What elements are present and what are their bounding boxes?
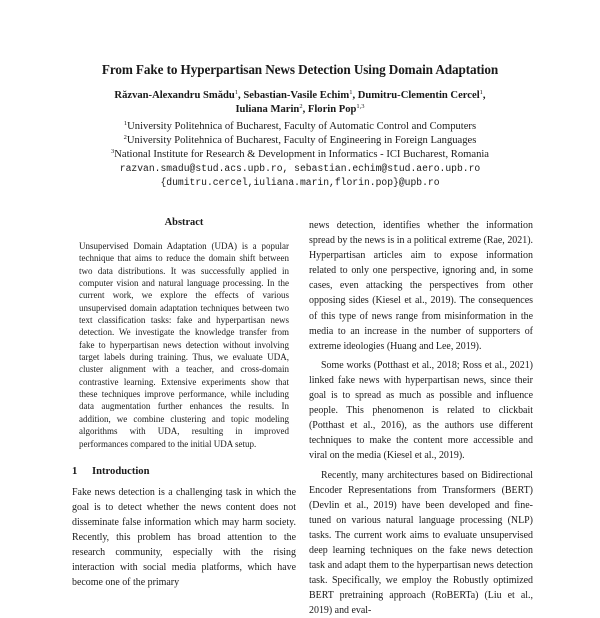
body-paragraph: Recently, many architectures based on Bidirectional Encoder Representations from Transformers (BERT) (Devlin et al., 2019) have been developed and fine-tuned on various natural language processing (NLP) tasks. The current work aims to evaluate unsupervised deep learning techniques on the fake news detection task and adapt them to the hyperpartisan news detection task. Specifically, we employ the Robustly optimized BERT pretraining approach (RoBERTa) (Liu et al., 2019) and eval-: [309, 468, 533, 618]
affiliation: [40, 134, 560, 148]
paper-title: From Fake to Hyperpartisan News Detection Using Domain Adaptation: [40, 62, 560, 78]
author-separator: ,: [483, 90, 486, 101]
section-number: 1: [72, 466, 92, 477]
author: [243, 90, 357, 101]
affiliation-sup: 2: [124, 134, 127, 141]
intro-paragraph: Fake news detection is a challenging task in which the goal is to detect whether the news content does not disseminate false information which may harm society. Recently, this problem has broad attention to the research community, especially with the rising interaction with social media platforms, which have become one of the primary: [72, 485, 296, 591]
body-paragraph: Some works (Potthast et al., 2018; Ross et al., 2021) linked fake news with hyperpartisan news, since their goal is to spread as much as possible and influence people. This phenomenon is related to clickbait (Potthast et al., 2016), as the authors use different techniques to make the content more accessible and viral on the media (Kiesel et al., 2019).: [309, 358, 533, 464]
author: [308, 104, 365, 115]
author-separator: ,: [238, 90, 243, 101]
affiliation-text: University Politehnica of Bucharest, Faculty of Automatic Control and Computers: [127, 121, 476, 132]
author-name: Sebastian-Vasile Echim: [243, 90, 349, 101]
affiliation-text: National Institute for Research & Development in Informatics - ICI Bucharest, Romania: [114, 149, 489, 160]
author-separator: ,: [352, 90, 357, 101]
abstract-heading: Abstract: [72, 217, 296, 228]
section-heading: [72, 466, 296, 477]
affiliation: [40, 148, 560, 162]
author-affil-sup: 2: [299, 103, 302, 110]
author-separator: ,: [303, 104, 308, 115]
author-affil-sup: 1,3: [356, 103, 364, 110]
author: [235, 104, 307, 115]
affiliation-text: University Politehnica of Bucharest, Faculty of Engineering in Foreign Languages: [127, 135, 477, 146]
author-name: Răzvan-Alexandru Smădu: [114, 90, 234, 101]
author-list: [60, 89, 540, 116]
author-affil-sup: 1: [480, 89, 483, 96]
email-line: razvan.smadu@stud.acs.upb.ro, sebastian.echim@stud.aero.upb.ro: [40, 162, 560, 176]
author: [114, 90, 243, 101]
abstract-text: Unsupervised Domain Adaptation (UDA) is a popular technique that aims to reduce the domain shift between two data distributions. It was successfully applied in computer vision and natural language processing. In the current work, we explore the effects of various unsupervised domain adaptation techniques between two text classification tasks: fake and hyperpartisan news detection. We investigate the knowledge transfer from fake to hyperpartisan news detection without involving target labels during training. Thus, we evaluate UDA, cluster alignment with a teacher, and cross-domain contrastive learning. Extensive experiments show that these techniques improve performance, while including data augmentation further enhances the results. In addition, we combine clustering and topic modeling algorithms with UDA, resulting in improved performances compared to the initial UDA setup.: [72, 240, 296, 450]
affiliation: [40, 120, 560, 134]
right-column: [309, 218, 533, 618]
affiliation-sup: 3: [111, 148, 114, 155]
author-name: Iuliana Marin: [235, 104, 299, 115]
affiliation-sup: 1: [124, 120, 127, 127]
author-affil-sup: 1: [235, 89, 238, 96]
body-paragraph: news detection, identifies whether the information spread by the news is in a political extreme (Rae, 2021). Hyperpartisan articles aim to expose information related to only one perspective, ignoring and, in some cases, even attacking the perspectives from other opposing sides (Kiesel et al., 2019). The consequences of this type of news range from misinformation in the media to an increase in the number of supporters of extreme ideologies (Huang and Lee, 2019).: [309, 218, 533, 354]
left-column: [72, 243, 296, 591]
author-affil-sup: 1: [349, 89, 352, 96]
author-name: Florin Pop: [308, 104, 357, 115]
email-line: {dumitru.cercel,iuliana.marin,florin.pop}@upb.ro: [40, 176, 560, 190]
author-name: Dumitru-Clementin Cercel: [358, 90, 480, 101]
author: [358, 90, 486, 101]
section-title: Introduction: [92, 466, 150, 477]
